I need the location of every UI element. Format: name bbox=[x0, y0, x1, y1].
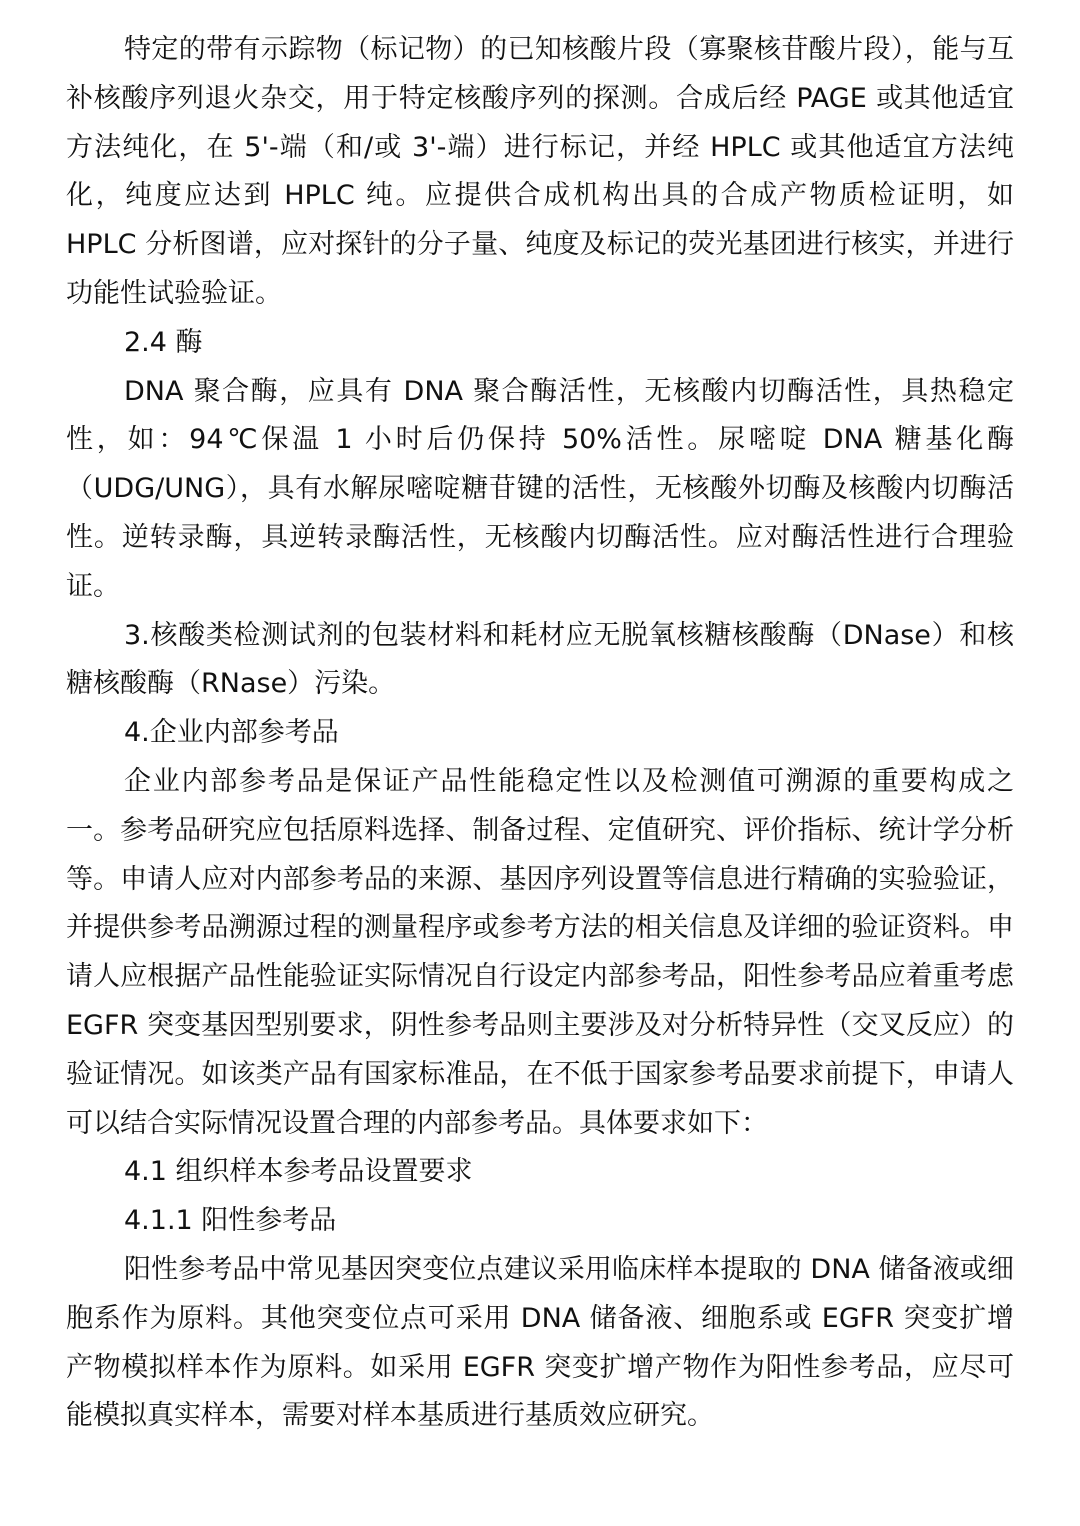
heading-positive-reference: 4.1.1 阳性参考品 bbox=[124, 1205, 337, 1237]
paragraph-positive-reference: 阳性参考品中常见基因突变位点建议采用临床样本提取的 DNA 储备液或细胞系作为原料。其他突变位点可采用 DNA 储备液、细胞系或 EGFR 突变扩增产物模拟样本作为原料。如采用 EGFR 突变扩增产物作为阳性参考品，应尽可能模拟真实样本，需要对样本基质进行基质效应研究。 bbox=[66, 1253, 1014, 1432]
paragraph-enzyme: DNA 聚合酶，应具有 DNA 聚合酶活性，无核酸内切酶活性，具热稳定性，如：94℃保温 1 小时后仍保持 50%活性。尿嘧啶 DNA 糖基化酶（UDG/UNG），具有水解尿嘧啶糖苷键的活性，无核酸外切酶及核酸内切酶活性。逆转录酶，具逆转录酶活性，无核酸内切酶活性。应对酶活性进行合理验证。 bbox=[66, 375, 1014, 602]
paragraph-probe: 特定的带有示踪物（标记物）的已知核酸片段（寡聚核苷酸片段），能与互补核酸序列退火杂交，用于特定核酸序列的探测。合成后经 PAGE 或其他适宜方法纯化，在 5'-端（和/或 3'-端）进行标记，并经 HPLC 或其他适宜方法纯化，纯度应达到 HPLC 纯。应提供合成机构出具的合成产物质检证明，如 HPLC 分析图谱，应对探针的分子量、纯度及标记的荧光基团进行核实，并进行功能性试验验证。 bbox=[66, 34, 1014, 309]
paragraph-internal-reference: 企业内部参考品是保证产品性能稳定性以及检测值可溯源的重要构成之一。参考品研究应包括原料选择、制备过程、定值研究、评价指标、统计学分析等。申请人应对内部参考品的来源、基因序列设置等信息进行精确的实验验证，并提供参考品溯源过程的测量程序或参考方法的相关信息及详细的验证资料。申请人应根据产品性能验证实际情况自行设定内部参考品，阳性参考品应着重考虑 EGFR 突变基因型别要求，阴性参考品则主要涉及对分析特异性（交叉反应）的验证情况。如该类产品有国家标准品，在不低于国家参考品要求前提下，申请人可以结合实际情况设置合理的内部参考品。具体要求如下： bbox=[66, 765, 1014, 1139]
paragraph-packaging: 3.核酸类检测试剂的包装材料和耗材应无脱氧核糖核酸酶（DNase）和核糖核酸酶（RNase）污染。 bbox=[66, 619, 1014, 700]
heading-enzyme: 2.4 酶 bbox=[124, 326, 203, 358]
heading-internal-reference: 4.企业内部参考品 bbox=[124, 717, 339, 749]
heading-tissue-reference: 4.1 组织样本参考品设置要求 bbox=[124, 1156, 473, 1188]
